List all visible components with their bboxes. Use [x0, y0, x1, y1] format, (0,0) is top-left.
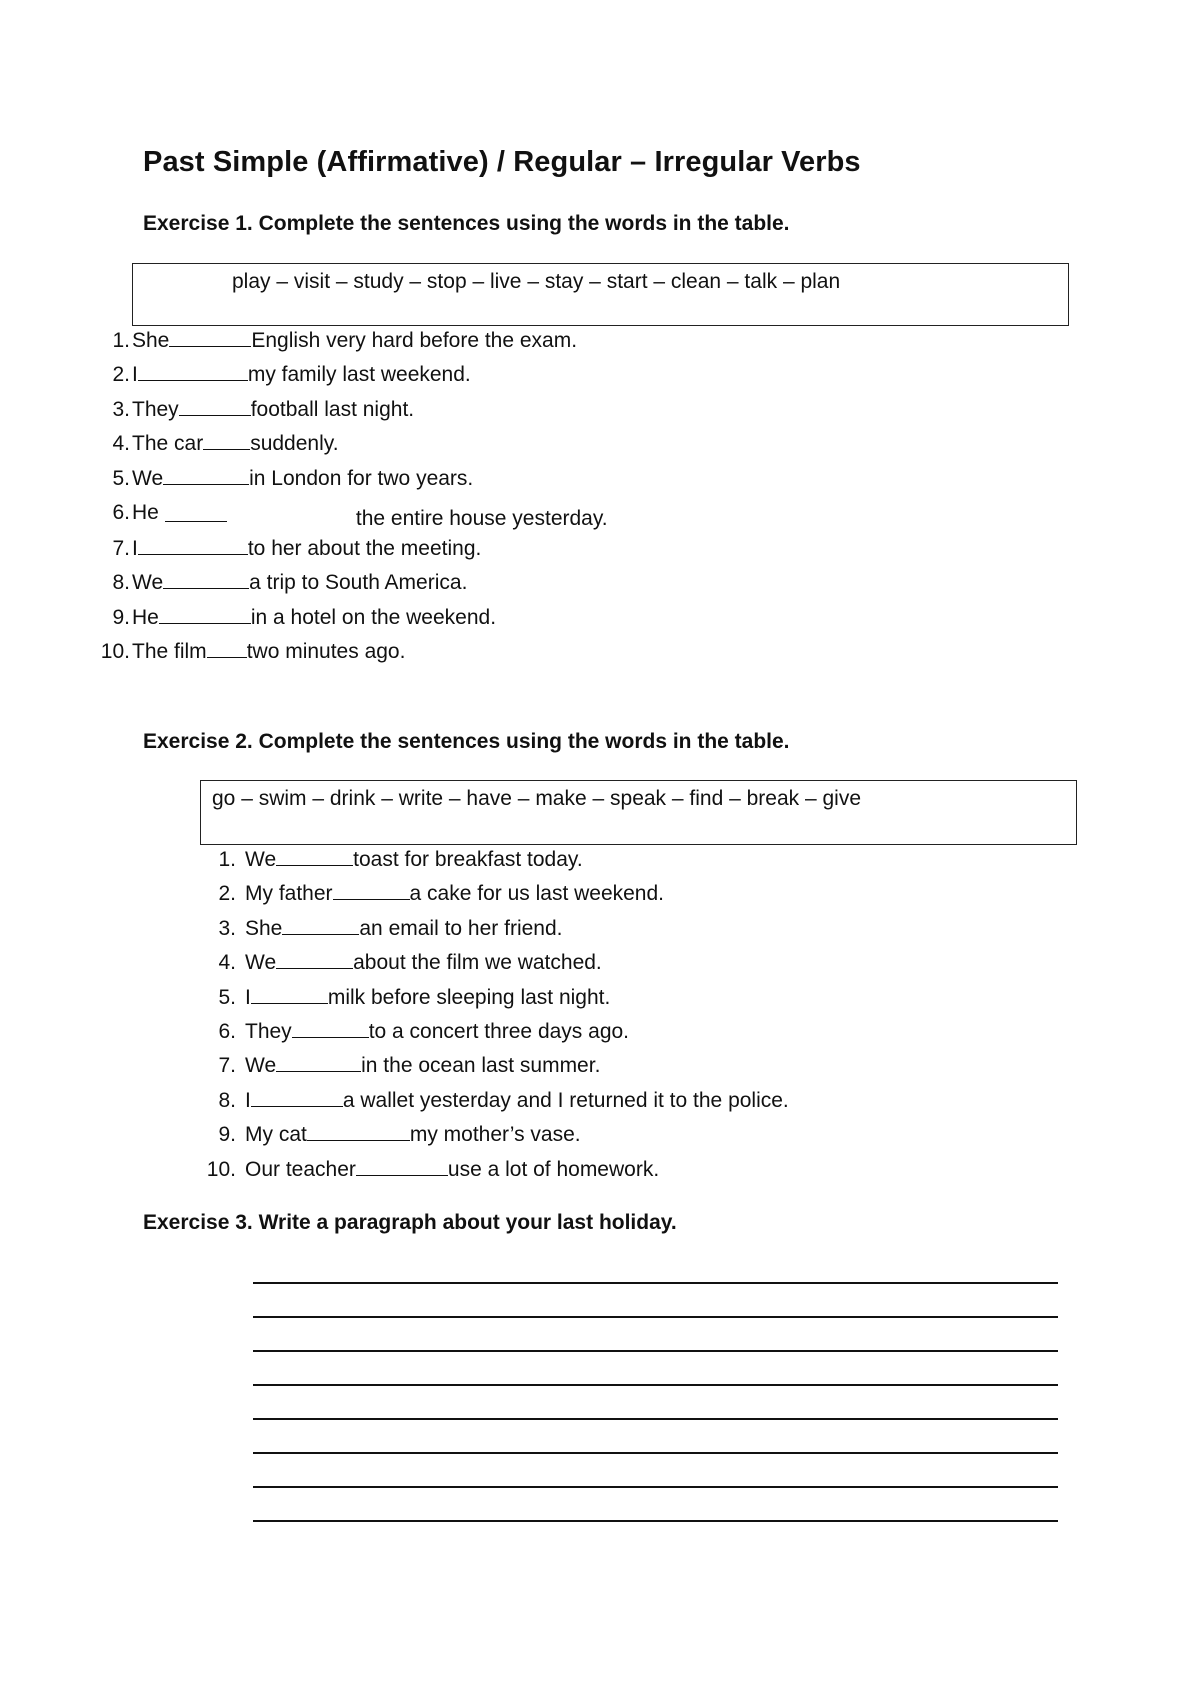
item-text-before: We: [245, 1054, 277, 1078]
exercise-2-heading: Exercise 2. Complete the sentences using the words in the table.: [143, 730, 790, 753]
exercise-3-heading: Exercise 3. Write a paragraph about your last holiday.: [143, 1211, 677, 1234]
item-text-before: We: [132, 466, 164, 490]
list-item: [206, 846, 789, 880]
page-title: Past Simple (Affirmative) / Regular – Irregular Verbs: [143, 146, 861, 178]
item-text-after: football last night.: [250, 397, 415, 421]
item-number: 7.: [218, 1054, 236, 1078]
item-text-after: toast for breakfast today.: [353, 848, 583, 871]
answer-blank[interactable]: [276, 1053, 361, 1072]
item-text-before: We: [132, 571, 164, 595]
item-number: 1.: [112, 329, 130, 352]
item-text-before: She: [245, 916, 283, 940]
item-number: 3.: [218, 916, 236, 940]
item-text-before: I: [132, 363, 138, 387]
answer-blank[interactable]: [138, 536, 248, 555]
answer-blank[interactable]: [207, 639, 247, 658]
exercise-1-word-box: [132, 263, 1069, 326]
item-number: 6.: [112, 500, 130, 524]
item-text-before: They: [132, 397, 179, 421]
answer-blank[interactable]: [179, 397, 251, 416]
item-text-before: The film: [132, 640, 207, 664]
item-text-after: an email to her friend.: [359, 916, 563, 940]
exercise-2-list: [206, 846, 789, 1190]
item-number: 9.: [112, 605, 130, 629]
item-text-before: We: [245, 951, 277, 975]
list-item: [206, 1156, 789, 1190]
item-text-after: my family last weekend.: [247, 363, 471, 387]
list-item: [92, 604, 608, 638]
writing-line[interactable]: [253, 1520, 1058, 1522]
item-number: 9.: [218, 1123, 236, 1147]
list-item: [92, 569, 608, 603]
writing-line[interactable]: [253, 1282, 1058, 1284]
list-item: [206, 984, 789, 1018]
exercise-2-word-list: go – swim – drink – write – have – make – speak – find – break – give: [212, 787, 862, 810]
item-text-before: My father: [245, 882, 333, 906]
item-text-before: I: [245, 985, 251, 1009]
list-item: [92, 430, 608, 464]
item-text-before: My cat: [245, 1123, 307, 1147]
answer-blank[interactable]: [159, 605, 251, 624]
item-number: 2.: [112, 363, 130, 387]
list-item: [92, 465, 608, 499]
item-text-after: a cake for us last weekend.: [409, 882, 665, 906]
item-text-after: in London for two years.: [249, 466, 474, 490]
answer-blank[interactable]: [138, 362, 248, 381]
item-number: 10.: [206, 1157, 236, 1181]
item-text-after: in the ocean last summer.: [361, 1054, 601, 1078]
exercise-2-word-box: [200, 780, 1077, 845]
item-text-before: I: [132, 536, 138, 560]
item-text-after: milk before sleeping last night.: [327, 985, 611, 1009]
list-item: [92, 638, 608, 672]
item-number: 6.: [218, 1019, 236, 1043]
item-number: 1.: [218, 848, 236, 871]
answer-blank[interactable]: [251, 985, 328, 1004]
item-text-after: to a concert three days ago.: [368, 1019, 630, 1043]
item-text-after: the entire house yesterday.: [355, 506, 608, 530]
list-item: [92, 361, 608, 395]
writing-line[interactable]: [253, 1384, 1058, 1386]
answer-blank[interactable]: [282, 916, 359, 935]
answer-blank[interactable]: [163, 466, 249, 485]
writing-line[interactable]: [253, 1486, 1058, 1488]
item-text-after: suddenly.: [250, 432, 339, 456]
item-text-after: use a lot of homework.: [447, 1157, 660, 1181]
list-item: [206, 915, 789, 949]
answer-blank[interactable]: [251, 1088, 343, 1107]
item-number: 4.: [218, 951, 236, 975]
answer-blank[interactable]: [276, 950, 353, 969]
item-number: 5.: [112, 466, 130, 490]
list-item: [206, 1087, 789, 1121]
item-text-before: She: [132, 329, 170, 352]
item-text-before: He: [132, 500, 159, 524]
answer-blank[interactable]: [356, 1157, 448, 1176]
answer-blank[interactable]: [292, 1019, 369, 1038]
writing-area[interactable]: [253, 1282, 1058, 1554]
item-text-before: They: [245, 1019, 292, 1043]
item-number: 10.: [100, 640, 130, 664]
item-text-after: my mother’s vase.: [409, 1123, 581, 1147]
item-number: 3.: [112, 397, 130, 421]
item-number: 2.: [218, 882, 236, 906]
exercise-1-word-list: play – visit – study – stop – live – stay – start – clean – talk – plan: [232, 270, 841, 293]
answer-blank[interactable]: [333, 881, 410, 900]
list-item: [206, 880, 789, 914]
item-number: 4.: [112, 432, 130, 456]
item-text-after: to her about the meeting.: [247, 536, 482, 560]
item-text-before: We: [245, 848, 277, 871]
item-text-after: English very hard before the exam.: [251, 329, 578, 352]
answer-blank[interactable]: [203, 431, 250, 450]
list-item: [92, 396, 608, 430]
item-text-after: a trip to South America.: [249, 571, 468, 595]
item-number: 8.: [218, 1088, 236, 1112]
exercise-1-heading: Exercise 1. Complete the sentences using the words in the table.: [143, 212, 790, 235]
list-item: [92, 327, 608, 361]
answer-blank[interactable]: [276, 847, 353, 866]
writing-line[interactable]: [253, 1418, 1058, 1420]
list-item: [206, 1052, 789, 1086]
answer-blank[interactable]: [307, 1122, 410, 1141]
exercise-1-list: [92, 327, 608, 673]
item-text-before: I: [245, 1088, 251, 1112]
list-item: [92, 499, 608, 535]
answer-blank[interactable]: [169, 328, 251, 347]
list-item: [206, 949, 789, 983]
item-text-before: Our teacher: [245, 1157, 356, 1181]
item-text-before: The car: [132, 432, 204, 456]
list-item: [206, 1121, 789, 1155]
item-text-after: in a hotel on the weekend.: [250, 605, 497, 629]
item-number: 8.: [112, 571, 130, 595]
item-number: 5.: [218, 985, 236, 1009]
list-item: [92, 535, 608, 569]
item-text-after: about the film we watched.: [353, 951, 602, 975]
answer-blank[interactable]: [165, 499, 227, 522]
writing-line[interactable]: [253, 1452, 1058, 1454]
item-text-after: a wallet yesterday and I returned it to the police.: [342, 1088, 789, 1112]
answer-blank[interactable]: [163, 570, 249, 589]
writing-line[interactable]: [253, 1316, 1058, 1318]
writing-line[interactable]: [253, 1350, 1058, 1352]
item-text-after: two minutes ago.: [246, 640, 406, 664]
list-item: [206, 1018, 789, 1052]
item-text-before: He: [132, 605, 159, 629]
item-number: 7.: [112, 536, 130, 560]
